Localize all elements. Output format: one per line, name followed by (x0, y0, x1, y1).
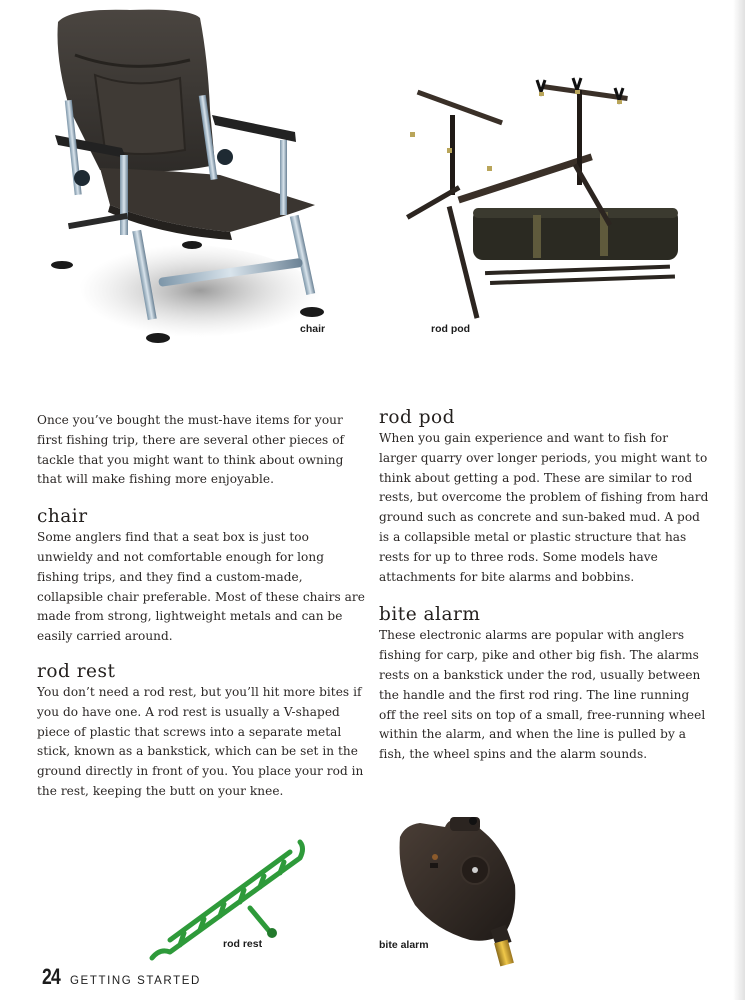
page-number: 24 (42, 964, 60, 989)
section-heading-rod-pod: rod pod (379, 407, 456, 428)
rod-rest-caption: rod rest (223, 938, 263, 950)
chair-figure (40, 0, 340, 360)
rod-pod-caption: rod pod (431, 323, 471, 335)
left-text-column (37, 411, 367, 802)
section-body-rod-rest: You don’t need a rod rest, but you’ll hit more bites if you do have one. A rod rest is usually a V-shaped piece of plastic that screws into a separate metal stick, known as a bankstick, which can be set in the ground directly in front of you. You place your rod in the rest, keeping the butt on your knee. (37, 684, 364, 798)
chair-photo-icon (40, 0, 340, 360)
section-rod-rest (37, 661, 367, 802)
rod-pod-figure (395, 70, 695, 340)
section-rod-pod (379, 407, 709, 587)
section-bite-alarm (379, 604, 709, 765)
section-body-bite-alarm: These electronic alarms are popular with anglers fishing for carp, pike and other big fish. The alarms rests on a bankstick under the rod, usually between the handle and the first rod ring. The line running off the reel sits on top of a small, free-running wheel within the alarm, and when the line is pulled by a fish, the wheel spins and the alarm sounds. (379, 628, 706, 762)
bite-alarm-photo-icon (375, 815, 555, 975)
rod-pod-photo-icon (395, 70, 695, 320)
intro-paragraph: Once you’ve bought the must-have items for your first fishing trip, there are several other pieces of tackle that you might want to think about owning that will make fishing more enjoyable. (37, 413, 345, 487)
section-body-chair: Some anglers find that a seat box is just too unwieldy and not comfortable enough for long fishing trips, and they find a custom-made, collapsible chair preferable. Most of these chairs are made from strong, lightweight metals and can be easily carried around. (37, 530, 365, 644)
page-edge-shadow (733, 0, 745, 1000)
bite-alarm-figure (375, 815, 555, 975)
section-heading-rod-rest: rod rest (37, 660, 116, 682)
running-title: GETTING STARTED (70, 975, 201, 987)
page-folio (42, 964, 201, 990)
section-heading-bite-alarm: bite alarm (379, 604, 481, 626)
chair-caption: chair (300, 323, 326, 335)
rod-rest-figure (140, 830, 320, 970)
bite-alarm-caption: bite alarm (379, 939, 429, 951)
section-heading-chair: chair (37, 506, 88, 528)
section-chair (37, 506, 367, 647)
right-text-column (379, 407, 709, 765)
section-body-rod-pod: When you gain experience and want to fish for larger quarry over longer periods, you might want to think about getting a pod. These are similar to rod rests, but overcome the problem of fishing from hard ground such as concrete and sun-baked mud. A pod is a collapsible metal or plastic structure that has rests for up to three rods. Some models have attachments for bite alarms and bobbins. (379, 431, 709, 584)
